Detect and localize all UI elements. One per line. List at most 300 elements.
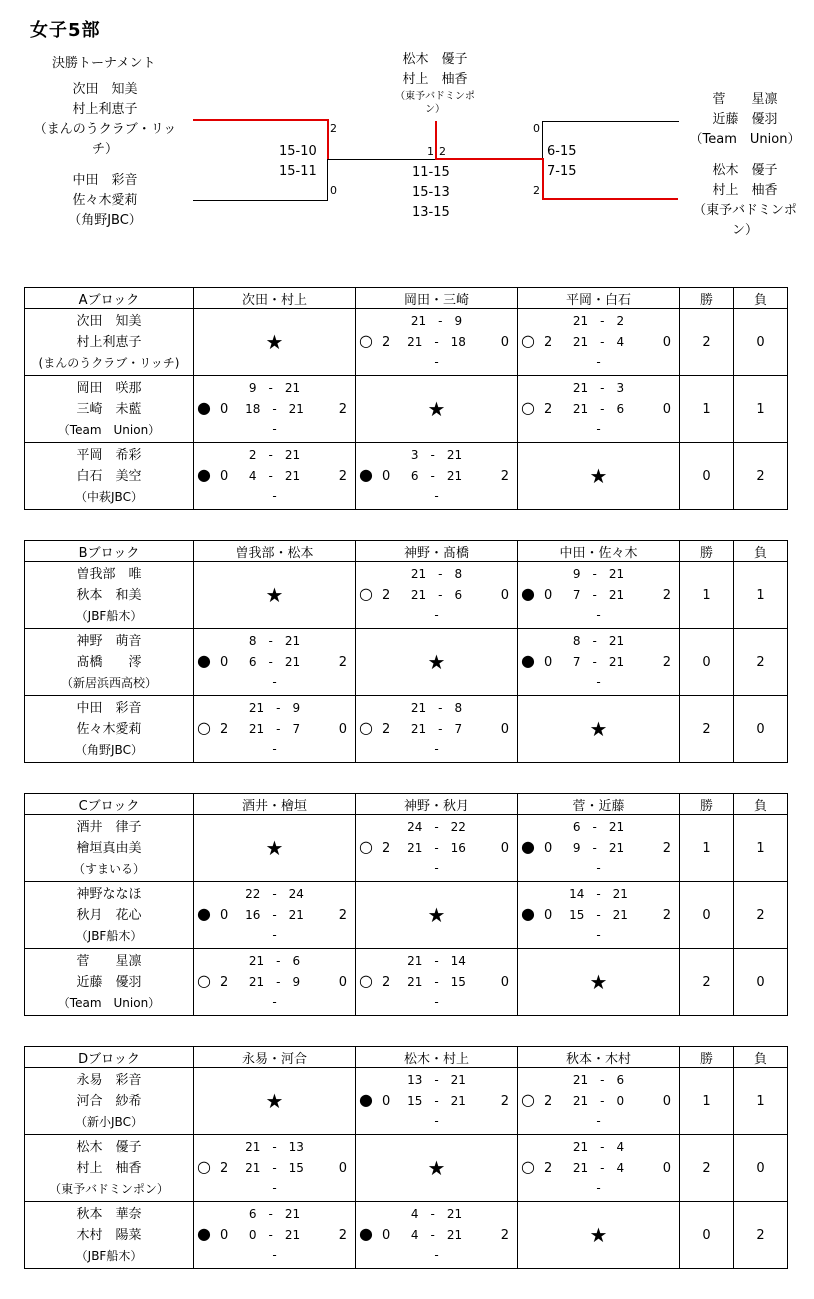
games-won: 0 (220, 1228, 229, 1243)
player-name: 佐々木愛莉 (72, 193, 138, 208)
game-score: 22 - 24 (245, 887, 304, 901)
losses-count: 2 (734, 882, 788, 949)
match-cell (356, 1135, 518, 1202)
game-score: 7 - 21 (572, 588, 625, 602)
match-cell (194, 1202, 356, 1269)
games-won: 0 (220, 908, 229, 923)
game-score: - (596, 675, 601, 689)
league-table (24, 793, 788, 1016)
match-cell (194, 949, 356, 1016)
game-score: 9 - 21 (248, 381, 301, 395)
bracket-line (327, 160, 328, 201)
game-count: 1 (427, 145, 434, 158)
game-score: 8 - 21 (248, 634, 301, 648)
wins-count: 1 (680, 562, 734, 629)
table-header-row (25, 1047, 788, 1068)
games-won: 0 (382, 1094, 391, 1109)
game-score: 3 - 21 (410, 448, 463, 462)
player-name: 菅 星凛 (712, 92, 778, 107)
match-cell (518, 882, 680, 949)
game-score: 14 - 21 (569, 887, 628, 901)
games-lost: 0 (500, 722, 509, 737)
player-name: 神野ななほ (76, 886, 142, 902)
team-cell (25, 309, 194, 376)
bracket-line-winner (542, 158, 544, 200)
match-cell (518, 1135, 680, 1202)
games-won: 2 (220, 975, 229, 990)
player-name: 次田 知美 (72, 82, 138, 97)
column-header: 永易・河合 (194, 1047, 356, 1068)
games-lost: 0 (500, 335, 509, 350)
club-name: （新小JBC） (75, 1114, 143, 1129)
table-header-row (25, 288, 788, 309)
game-score: 21 - 4 (572, 1161, 625, 1175)
player-name: 村上利恵子 (76, 334, 142, 350)
losses-count: 1 (734, 562, 788, 629)
match-cell (194, 882, 356, 949)
game-score: 21 - 9 (248, 975, 301, 989)
game-score: 0 - 21 (248, 1228, 301, 1242)
game-score: 21 - 4 (572, 1140, 625, 1154)
left-bottom-player (10, 171, 200, 231)
games-won: 2 (544, 335, 553, 350)
bracket-line (542, 121, 679, 122)
column-header: 負 (734, 1047, 788, 1068)
game-score: 21 - 4 (572, 335, 625, 349)
match-cell (356, 309, 518, 376)
player-name: 岡田 咲那 (76, 380, 142, 396)
match-result (356, 1202, 517, 1268)
table-row (25, 1202, 788, 1269)
column-header: 神野・髙橋 (356, 541, 518, 562)
column-header: 次田・村上 (194, 288, 356, 309)
game-score: - (434, 742, 439, 756)
club-name: （Team Union） (57, 422, 161, 437)
player-name: 神野 萌音 (76, 633, 142, 649)
team-cell (25, 815, 194, 882)
table-row (25, 1068, 788, 1135)
match-cell (518, 562, 680, 629)
player-name: 白石 美空 (76, 468, 142, 484)
match-cell (194, 815, 356, 882)
loss-circle-icon: ● (521, 904, 535, 923)
player-name: 髙橋 澪 (76, 654, 142, 670)
match-result (194, 443, 355, 509)
loss-circle-icon: ● (359, 1224, 373, 1243)
player-name: 中田 彩音 (76, 700, 142, 716)
league-table (24, 1046, 788, 1269)
match-result (194, 882, 355, 948)
club-name: (まんのうクラブ・リッチ) (38, 355, 180, 370)
wins-count: 0 (680, 629, 734, 696)
self-match-star-icon: ★ (427, 397, 446, 421)
club-name: （JBF船木） (75, 928, 143, 943)
wins-count: 0 (680, 882, 734, 949)
team-cell (25, 629, 194, 696)
match-result (518, 629, 679, 695)
game-score: 21 - 8 (410, 567, 463, 581)
player-name: 秋本 華奈 (76, 1206, 142, 1222)
match-result (356, 949, 517, 1015)
game-score: - (272, 928, 277, 942)
table-header-row (25, 794, 788, 815)
club-name: （まんのうクラブ・リッ (33, 122, 177, 137)
games-lost: 2 (662, 655, 671, 670)
game-score: - (272, 675, 277, 689)
games-won: 2 (382, 588, 391, 603)
match-result (356, 815, 517, 881)
win-circle-icon: ○ (359, 718, 373, 737)
wins-count: 2 (680, 1135, 734, 1202)
player-name: 村上 柚香 (712, 183, 778, 198)
losses-count: 1 (734, 376, 788, 443)
loss-circle-icon: ● (521, 584, 535, 603)
table-row (25, 1135, 788, 1202)
game-score: - (596, 608, 601, 622)
match-cell (518, 1068, 680, 1135)
game-score: 8 - 21 (572, 634, 625, 648)
game-score: - (434, 489, 439, 503)
player-name: 秋本 和美 (76, 587, 142, 603)
games-won: 0 (544, 588, 553, 603)
club-name: チ） (91, 142, 118, 157)
games-won: 0 (544, 908, 553, 923)
player-name: 秋月 花心 (76, 907, 142, 923)
club-name: （新居浜西高校） (60, 675, 157, 690)
club-name: （東予バドミンポン） (49, 1181, 169, 1196)
match-result (518, 1068, 679, 1134)
club-name: ン） (731, 223, 758, 238)
game-score: 21 - 7 (410, 722, 463, 736)
game-score: 21 - 16 (407, 841, 466, 855)
table-row (25, 949, 788, 1016)
bracket-line-winner (542, 198, 678, 200)
game-score: - (272, 995, 277, 1009)
game-score: - (434, 1114, 439, 1128)
player-name: 村上 柚香 (402, 72, 468, 87)
player-name: 近藤 優羽 (712, 112, 778, 127)
games-lost: 0 (662, 1161, 671, 1176)
loss-circle-icon: ● (197, 1224, 211, 1243)
left-top-player (10, 80, 200, 160)
games-won: 2 (382, 841, 391, 856)
team-cell (25, 443, 194, 510)
losses-count: 0 (734, 696, 788, 763)
block-name: Dブロック (25, 1047, 194, 1068)
bracket-line-winner (193, 119, 329, 121)
club-name: （JBF船木） (75, 1248, 143, 1263)
game-score: 21 - 9 (248, 701, 301, 715)
self-match-star-icon: ★ (265, 836, 284, 860)
match-result (518, 882, 679, 948)
losses-count: 1 (734, 815, 788, 882)
games-lost: 0 (338, 722, 347, 737)
game-score: 21 - 6 (248, 954, 301, 968)
self-match-star-icon: ★ (589, 970, 608, 994)
player-name: 永易 彩音 (76, 1072, 142, 1088)
games-lost: 0 (662, 402, 671, 417)
loss-circle-icon: ● (197, 651, 211, 670)
games-lost: 2 (338, 402, 347, 417)
match-result (356, 696, 517, 762)
games-lost: 0 (500, 975, 509, 990)
column-header: 負 (734, 541, 788, 562)
column-header: 岡田・三崎 (356, 288, 518, 309)
bracket-label: 決勝トーナメント (52, 56, 156, 71)
match-result (194, 1135, 355, 1201)
league-table (24, 540, 788, 763)
game-score: 6 - 21 (572, 820, 625, 834)
game-score: - (434, 1248, 439, 1262)
column-header: 松木・村上 (356, 1047, 518, 1068)
column-header: 菅・近藤 (518, 794, 680, 815)
player-name: 三崎 未藍 (76, 401, 142, 417)
club-name: （すまいる） (72, 861, 145, 876)
win-circle-icon: ○ (359, 584, 373, 603)
games-lost: 2 (662, 908, 671, 923)
game-score: 21 - 6 (572, 402, 625, 416)
game-score: 24 - 22 (407, 820, 466, 834)
self-match-star-icon: ★ (589, 717, 608, 741)
wins-count: 0 (680, 443, 734, 510)
loss-circle-icon: ● (197, 398, 211, 417)
games-won: 2 (544, 402, 553, 417)
column-header: 秋本・木村 (518, 1047, 680, 1068)
table-row (25, 562, 788, 629)
loss-circle-icon: ● (359, 1090, 373, 1109)
loss-circle-icon: ● (521, 837, 535, 856)
column-header: 勝 (680, 541, 734, 562)
player-name: 酒井 律子 (76, 819, 142, 835)
self-match-star-icon: ★ (427, 650, 446, 674)
match-cell (194, 1068, 356, 1135)
games-won: 0 (220, 469, 229, 484)
game-score: 4 - 21 (248, 469, 301, 483)
match-result (194, 696, 355, 762)
match-result (356, 443, 517, 509)
game-score: - (272, 422, 277, 436)
games-lost: 2 (500, 1228, 509, 1243)
match-result (518, 309, 679, 375)
win-circle-icon: ○ (197, 1157, 211, 1176)
column-header: 曽我部・松本 (194, 541, 356, 562)
match-cell (356, 815, 518, 882)
win-circle-icon: ○ (521, 398, 535, 417)
game-score: - (596, 1114, 601, 1128)
games-lost: 2 (338, 908, 347, 923)
match-cell (356, 443, 518, 510)
club-name: （東予バドミンポ (693, 203, 797, 218)
game-score: 13 - 21 (407, 1073, 466, 1087)
games-lost: 0 (338, 975, 347, 990)
games-won: 2 (382, 335, 391, 350)
score: 15-13 (412, 185, 450, 200)
score: 15-11 (279, 164, 317, 179)
game-score: - (596, 1181, 601, 1195)
games-won: 0 (544, 841, 553, 856)
match-result (356, 562, 517, 628)
column-header: 負 (734, 794, 788, 815)
player-name: 中田 彩音 (72, 173, 138, 188)
game-score: 21 - 2 (572, 314, 625, 328)
game-score: 6 - 21 (410, 469, 463, 483)
player-name: 松木 優子 (712, 163, 778, 178)
team-cell (25, 1068, 194, 1135)
player-name: 菅 星凛 (76, 953, 142, 969)
column-header: 平岡・白石 (518, 288, 680, 309)
team-cell (25, 1135, 194, 1202)
game-score: 21 - 8 (410, 701, 463, 715)
game-count: 0 (330, 184, 337, 197)
game-score: 21 - 15 (407, 975, 466, 989)
games-won: 2 (382, 975, 391, 990)
game-score: 21 - 6 (410, 588, 463, 602)
player-name: 曽我部 唯 (76, 566, 142, 582)
games-won: 2 (382, 722, 391, 737)
bracket-line (542, 121, 543, 159)
loss-circle-icon: ● (197, 465, 211, 484)
match-cell (356, 376, 518, 443)
game-score: 2 - 21 (248, 448, 301, 462)
win-circle-icon: ○ (521, 1090, 535, 1109)
club-name: ン） (425, 104, 445, 115)
table-row (25, 629, 788, 696)
score: 11-15 (412, 165, 450, 180)
match-cell (356, 882, 518, 949)
game-score: 21 - 15 (245, 1161, 304, 1175)
game-score: 9 - 21 (572, 567, 625, 581)
bracket-line-winner (435, 121, 437, 160)
game-count: 2 (533, 184, 540, 197)
club-name: （角野JBC） (75, 742, 143, 757)
match-result (194, 376, 355, 442)
club-name: （中萩JBC） (75, 489, 143, 504)
block-name: Cブロック (25, 794, 194, 815)
win-circle-icon: ○ (197, 971, 211, 990)
match-cell (518, 376, 680, 443)
player-name: 佐々木愛莉 (76, 721, 142, 737)
win-circle-icon: ○ (521, 1157, 535, 1176)
team-cell (25, 1202, 194, 1269)
game-score: - (272, 489, 277, 503)
club-name: （Team Union） (57, 995, 161, 1010)
game-score: - (434, 995, 439, 1009)
games-won: 0 (544, 655, 553, 670)
game-score: 9 - 21 (572, 841, 625, 855)
team-cell (25, 376, 194, 443)
loss-circle-icon: ● (359, 465, 373, 484)
match-result (518, 1135, 679, 1201)
match-result (194, 1202, 355, 1268)
wins-count: 2 (680, 696, 734, 763)
game-score: 21 - 18 (407, 335, 466, 349)
player-name: 河合 紗希 (76, 1093, 142, 1109)
match-result (356, 1068, 517, 1134)
game-score: 6 - 21 (248, 1207, 301, 1221)
table-row (25, 815, 788, 882)
match-cell (518, 443, 680, 510)
match-cell (194, 1135, 356, 1202)
player-name: 村上 柚香 (76, 1160, 142, 1176)
player-name: 檜垣真由美 (76, 840, 142, 856)
game-score: - (272, 742, 277, 756)
column-header: 勝 (680, 288, 734, 309)
match-result (194, 629, 355, 695)
games-won: 0 (220, 402, 229, 417)
match-cell (194, 696, 356, 763)
match-cell (518, 309, 680, 376)
match-result (194, 949, 355, 1015)
game-score: 21 - 14 (407, 954, 466, 968)
game-score: 4 - 21 (410, 1228, 463, 1242)
match-cell (518, 629, 680, 696)
games-lost: 0 (500, 588, 509, 603)
table-header-row (25, 541, 788, 562)
games-lost: 2 (338, 469, 347, 484)
wins-count: 0 (680, 1202, 734, 1269)
player-name: 村上利恵子 (72, 102, 138, 117)
games-lost: 0 (662, 1094, 671, 1109)
games-lost: 2 (500, 1094, 509, 1109)
score: 7-15 (547, 164, 577, 179)
game-score: 4 - 21 (410, 1207, 463, 1221)
bracket-line-winner (435, 158, 543, 160)
game-score: - (596, 861, 601, 875)
game-score: 21 - 3 (572, 381, 625, 395)
losses-count: 0 (734, 949, 788, 1016)
game-score: 21 - 9 (410, 314, 463, 328)
game-count: 2 (330, 122, 337, 135)
games-lost: 2 (662, 841, 671, 856)
losses-count: 2 (734, 443, 788, 510)
self-match-star-icon: ★ (589, 1223, 608, 1247)
wins-count: 1 (680, 1068, 734, 1135)
team-cell (25, 882, 194, 949)
loss-circle-icon: ● (197, 904, 211, 923)
score: 13-15 (412, 205, 450, 220)
wins-count: 2 (680, 949, 734, 1016)
game-score: - (434, 861, 439, 875)
games-lost: 2 (338, 1228, 347, 1243)
game-score: 16 - 21 (245, 908, 304, 922)
table-row (25, 882, 788, 949)
game-score: - (596, 928, 601, 942)
match-result (518, 376, 679, 442)
games-lost: 0 (662, 335, 671, 350)
match-cell (356, 949, 518, 1016)
game-score: - (596, 422, 601, 436)
match-cell (194, 443, 356, 510)
win-circle-icon: ○ (197, 718, 211, 737)
game-score: - (434, 608, 439, 622)
match-cell (518, 1202, 680, 1269)
games-lost: 2 (338, 655, 347, 670)
self-match-star-icon: ★ (265, 583, 284, 607)
player-name: 近藤 優羽 (76, 974, 142, 990)
team-cell (25, 562, 194, 629)
games-lost: 0 (338, 1161, 347, 1176)
match-cell (194, 562, 356, 629)
games-lost: 2 (662, 588, 671, 603)
club-name: （Team Union） (689, 132, 801, 147)
player-name: 松木 優子 (402, 52, 468, 67)
table-row (25, 376, 788, 443)
team-cell (25, 949, 194, 1016)
win-circle-icon: ○ (521, 331, 535, 350)
center-top-player (340, 50, 530, 116)
player-name: 松木 優子 (76, 1139, 142, 1155)
match-result (356, 309, 517, 375)
